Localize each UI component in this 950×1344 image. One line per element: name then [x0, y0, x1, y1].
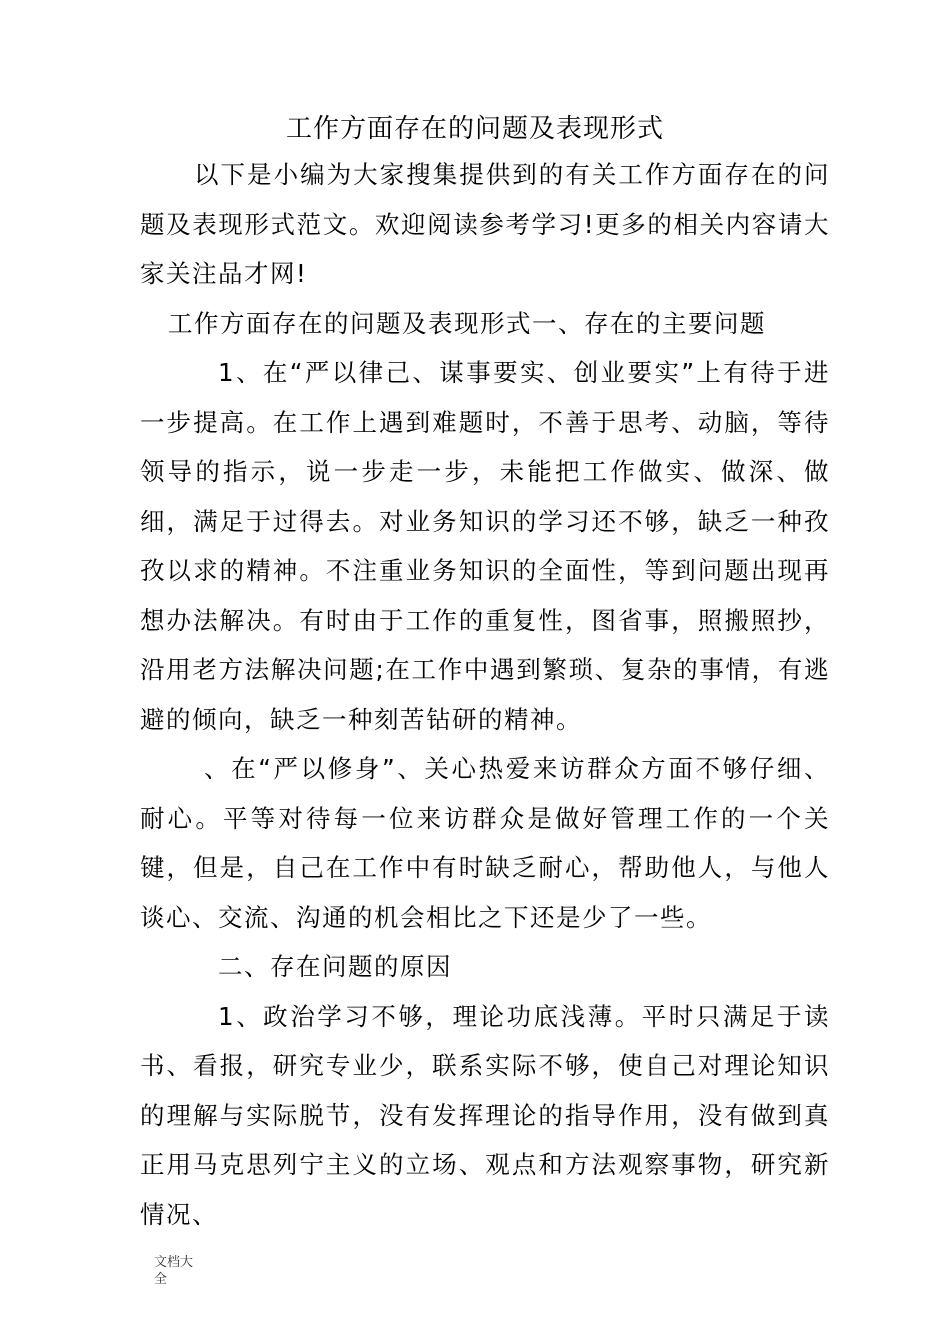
- section-heading-causes: 二、存在问题的原因: [218, 952, 452, 981]
- problem-2-paragraph: 、在“严以修身”、关心热爱来访群众方面不够仔细、耐心。平等对待每一位来访群众是做好管理工作的一个关键，但是，自己在工作中有时缺乏耐心，帮助他人，与他人谈心、交流、沟通的机会相比之下还是少了一些。: [140, 754, 830, 932]
- section-heading-main-problems: 工作方面存在的问题及表现形式一、存在的主要问题: [168, 308, 766, 338]
- document-body: [140, 150, 830, 1239]
- footer-line-2: 全: [154, 1272, 168, 1287]
- page-footer: [154, 1254, 198, 1288]
- intro-paragraph: 以下是小编为大家搜集提供到的有关工作方面存在的问题及表现形式范文。欢迎阅读参考学习!更多的相关内容请大家关注品才网!: [140, 160, 830, 288]
- cause-1-paragraph: 1、政治学习不够，理论功底浅薄。平时只满足于读书、看报，研究专业少，联系实际不够，使自己对理论知识的理解与实际脱节，没有发挥理论的指导作用，没有做到真正用马克思列宁主义的立场、观点和方法观察事物，研究新情况、: [140, 1001, 830, 1229]
- footer-line-1: 文档大: [154, 1255, 194, 1270]
- problem-1-paragraph: 1、在“严以律己、谋事要实、创业要实”上有待于进一步提高。在工作上遇到难题时，不善于思考、动脑，等待领导的指示，说一步走一步，未能把工作做实、做深、做细，满足于过得去。对业务知识的学习还不够，缺乏一种孜孜以求的精神。不注重业务知识的全面性，等到问题出现再想办法解决。有时由于工作的重复性，图省事，照搬照抄，沿用老方法解决问题;在工作中遇到繁琐、复杂的事情，有逃避的倾向，缺乏一种刻苦钻研的精神。: [140, 358, 830, 734]
- document-title: 工作方面存在的问题及表现形式: [285, 114, 664, 144]
